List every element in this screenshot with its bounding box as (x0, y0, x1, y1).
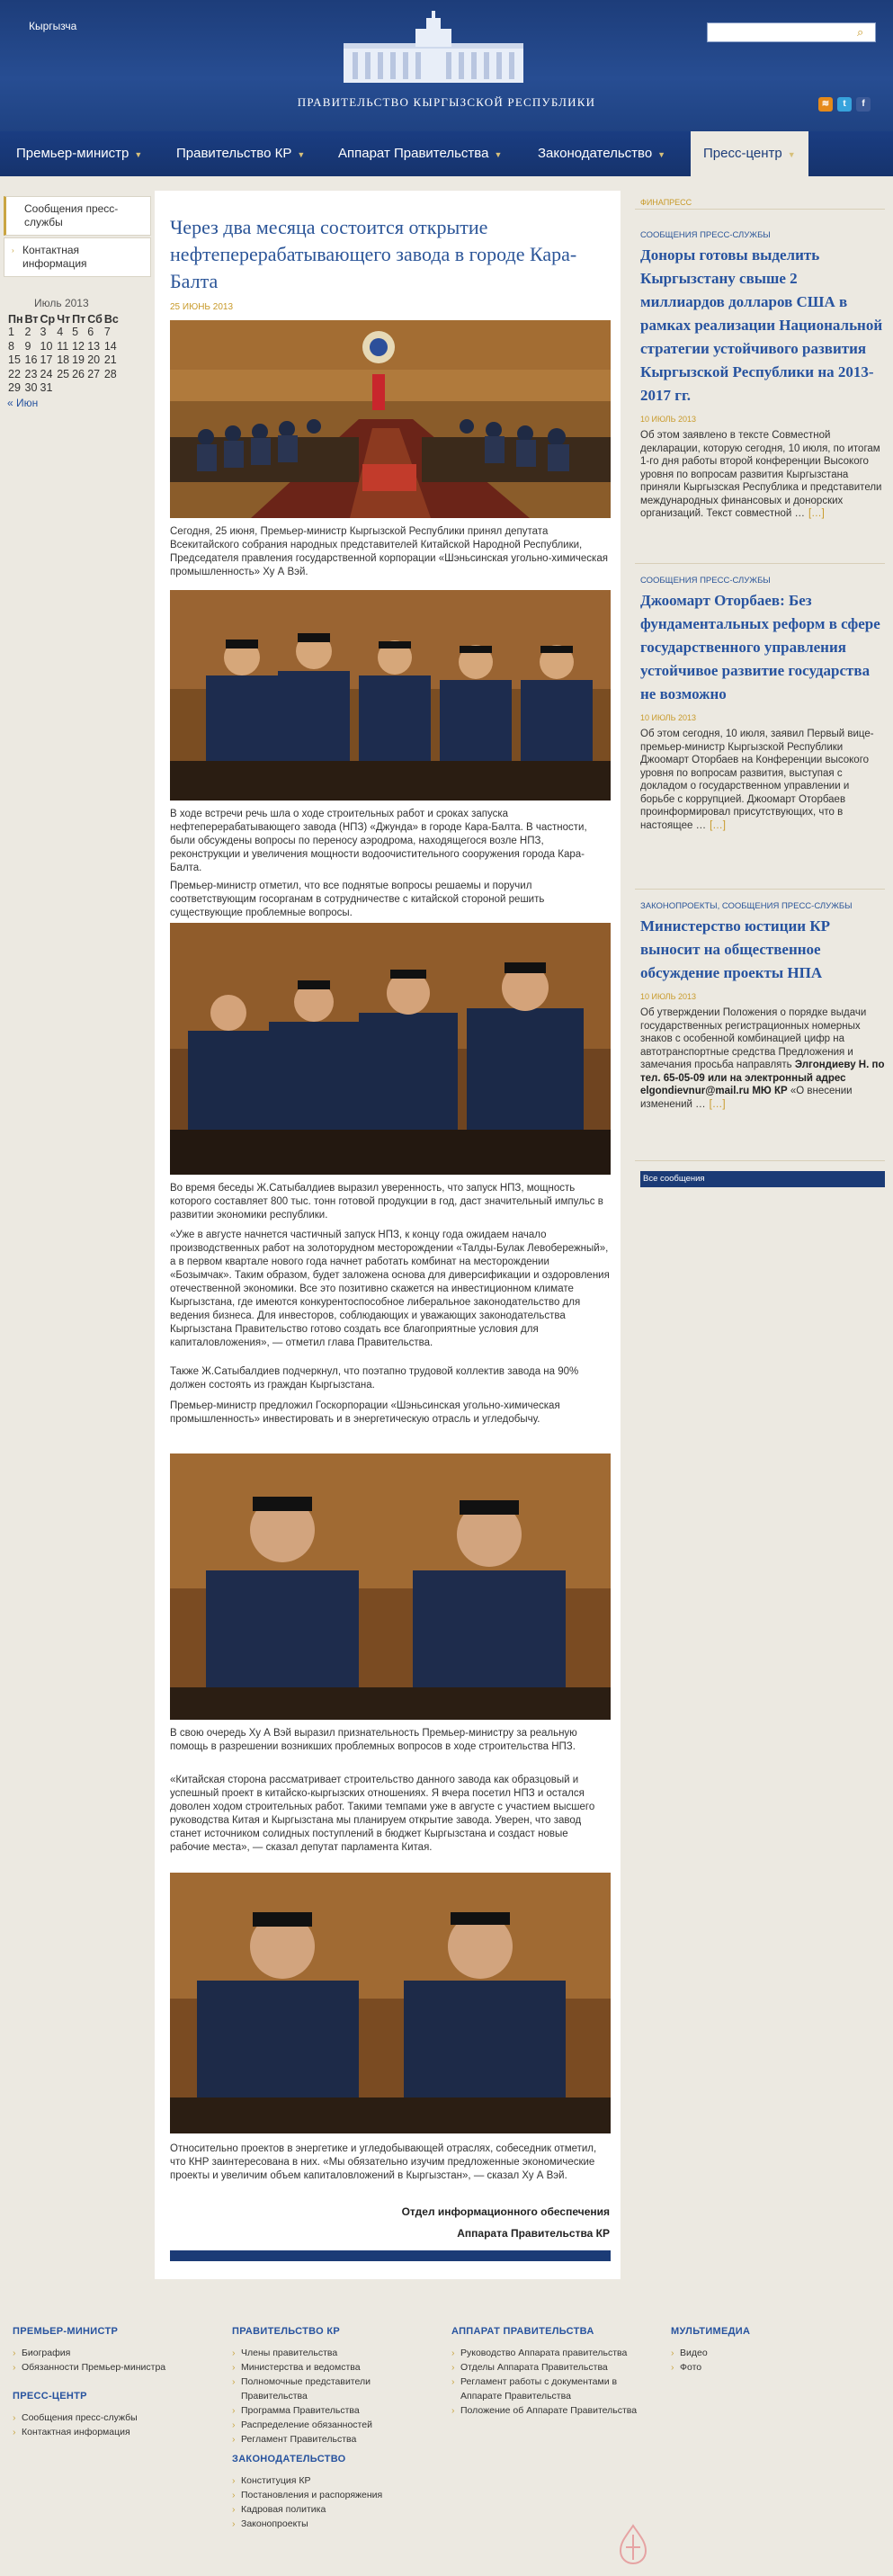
chevron-down-icon: ▼ (494, 150, 503, 159)
chevron-down-icon: ▼ (657, 150, 666, 159)
footer-column-multimedia (671, 2326, 878, 2375)
chevron-down-icon: ▼ (134, 150, 143, 159)
calendar-widget (4, 297, 151, 409)
divider-bar (170, 2250, 611, 2261)
article-paragraph: Относительно проектов в энергетике и угледобывающей отраслях, собеседник отметил, что КНР заинтересована в них. «Мы обязательно изучим предложенные экономические проекты и увеличим объем капиталовложений в Кыргызстан», — сказал Ху А Вэй. (170, 2143, 597, 2181)
government-house-logo[interactable] (326, 11, 541, 85)
footer-heading: ПРАВИТЕЛЬСТВО КР (232, 2326, 340, 2337)
government-title: ПРАВИТЕЛЬСТВО КЫРГЫЗСКОЙ РЕСПУБЛИКИ (297, 95, 596, 109)
sidebar-item-press-messages[interactable] (4, 196, 151, 236)
calendar-day: 26 (72, 367, 85, 380)
calendar-day: 31 (40, 381, 53, 394)
calendar-prev-month-link[interactable]: « Июн (7, 396, 39, 409)
news-title-link[interactable]: Министерство юстиции КР выносит на общественное обсуждение проекты НПА (640, 917, 831, 981)
footer-link[interactable]: › Министерства и ведомства (232, 2360, 439, 2375)
article-paragraph: «Китайская сторона рассматривает строительство данного завода как образцовый и успешный проект в китайско-кыргызских отношениях. Я вчера посетил НПЗ и остался доволен ходом строительных работ. Такими темпами уже в августе с участием высшего руководства Китая и Кыргызстана мы планируем открытие завода. Уверен, что завод станет источником солидных поступлений в бюджет Кыргызстана и создаст новые рабочие места», — сказал депутат парламента Китая. (170, 1775, 595, 1853)
calendar-day: 5 (72, 326, 79, 338)
footer-link[interactable]: › Кадровая политика (232, 2502, 439, 2517)
sidebar-item-label: Сообщения пресс-службы (24, 202, 119, 228)
left-sidebar (4, 196, 151, 409)
chevron-down-icon: ▼ (787, 150, 796, 159)
article-photo (170, 320, 611, 518)
article-paragraph: Премьер-министр отметил, что все поднятые вопросы решаемы и поручил соответствующим госорганам в сотрудничестве с китайской стороной решить существующие проблемные вопросы. (170, 881, 545, 918)
site-footer (0, 2295, 893, 2576)
news-title-link[interactable]: Джоомарт Оторбаев: Без фундаментальных реформ в сфере государственного управления устойчивое развитие государства не возможно (640, 592, 880, 702)
news-item (640, 901, 885, 1111)
calendar-day: 11 (57, 339, 69, 353)
footer-link[interactable]: › Конституция КР (232, 2473, 439, 2488)
calendar-day: 21 (103, 353, 117, 366)
chevron-down-icon: ▼ (297, 150, 306, 159)
calendar-table (7, 313, 120, 396)
footer-heading: МУЛЬТИМЕДИА (671, 2326, 751, 2337)
footer-link[interactable]: › Регламент Правительства (232, 2432, 439, 2446)
article-photo (170, 590, 611, 801)
footer-heading: ПРЕМЬЕР-МИНИСТР (13, 2326, 119, 2337)
footer-link[interactable]: › Обязанности Премьер-министра (13, 2360, 219, 2375)
divider (635, 1160, 885, 1161)
search-box (707, 22, 876, 42)
site-header (0, 0, 893, 131)
calendar-day: 22 (8, 367, 21, 380)
footer-heading: АППАРАТ ПРАВИТЕЛЬСТВА (451, 2326, 594, 2337)
read-more-link[interactable]: […] (808, 508, 825, 519)
divider (635, 889, 885, 890)
read-more-link[interactable]: […] (710, 819, 726, 831)
calendar-day: 8 (8, 339, 14, 353)
news-category-link[interactable]: ЗАКОНОПРОЕКТЫ, СООБЩЕНИЯ ПРЕСС-СЛУЖБЫ (640, 901, 853, 911)
calendar-day: 10 (40, 339, 53, 353)
article-signature: Аппарата Правительства КР (457, 2227, 610, 2240)
weekday: Пн (8, 313, 23, 326)
article-photo (170, 923, 611, 1175)
footer-link[interactable]: › Видео (671, 2346, 878, 2360)
calendar-day: 15 (8, 353, 21, 366)
footer-link[interactable]: › Руководство Аппарата правительства (451, 2346, 658, 2360)
article-photo (170, 1453, 611, 1720)
news-date: 10 ИЮЛЬ 2013 (640, 415, 697, 424)
news-excerpt-text: Об утверждении Положения о порядке выдачи государственных регистрационных номерных знаков с особенной комбинацией цифр на автотранспортные средства Предложения и замечания просьба направлять (640, 1007, 867, 1070)
calendar-day: 6 (87, 326, 94, 338)
footer-link[interactable]: › Контактная информация (13, 2425, 219, 2439)
news-excerpt-bold: Элгондиеву Н. по тел. 65-05-09 или на электронный адрес elgondievnur@mail.ru МЮ КР (640, 1060, 885, 1096)
nav-item-legislation[interactable] (538, 131, 665, 176)
calendar-day: 3 (40, 326, 47, 338)
search-input[interactable] (708, 23, 852, 41)
news-column-heading: ФИНАПРЕСС (640, 198, 692, 207)
divider (635, 563, 885, 564)
footer-link[interactable]: › Члены правительства (232, 2346, 439, 2360)
language-switch-link[interactable]: Кыргызча (29, 20, 77, 32)
weekday: Вс (103, 313, 119, 326)
watermark-logo (617, 2524, 649, 2569)
nav-label: Аппарат Правительства (338, 146, 489, 161)
nav-item-press-center[interactable] (691, 131, 808, 176)
main-navigation (0, 131, 893, 176)
bullet-icon: › (12, 246, 14, 255)
weekday: Ср (40, 313, 56, 326)
calendar-day (86, 381, 103, 396)
calendar-day: 13 (87, 339, 101, 353)
footer-link[interactable]: › Биография (13, 2346, 219, 2360)
calendar-day: 29 (8, 381, 21, 394)
nav-item-government[interactable] (176, 131, 305, 176)
calendar-day: 14 (103, 339, 117, 353)
calendar-day: 25 (57, 367, 70, 380)
article-paragraph: В ходе встречи речь шла о ходе строительных работ и сроках запуска нефтеперерабатывающего завода (НПЗ) «Джунда» в городе Кара-Балта. В частности, были обсуждены вопросы по переносу аэродрома, находящегося возле НПЗ, реконструкции и увеличения мощности водоочистительного сооружения города Кара-Балта. (170, 809, 587, 873)
news-excerpt-text: Об этом заявлено в тексте Совместной декларации, которую сегодня, 10 июля, по итогам 1-го дня работы второй конференции Высокого уровня по вопросам развития Кыргызстана приняли Кыргызская Республика и представители международных финансовых и донорских организаций. Текст совместной … (640, 430, 882, 519)
calendar-day: 12 (72, 339, 85, 353)
weekday: Сб (87, 313, 103, 326)
article-date: 25 ИЮНЬ 2013 (170, 302, 233, 312)
footer-link[interactable]: › Регламент работы с документами в Аппарате Правительства (451, 2375, 658, 2403)
news-category-link[interactable]: СООБЩЕНИЯ ПРЕСС-СЛУЖБЫ (640, 230, 771, 240)
calendar-day: 7 (103, 326, 111, 338)
nav-label: Премьер-министр (16, 146, 129, 161)
footer-link[interactable]: › Распределение обязанностей (232, 2418, 439, 2432)
news-excerpt-text: Об этом сегодня, 10 июля, заявил Первый вице-премьер-министр Кыргызской Республики Джоомарт Оторбаев на Конференции высокого уровня по вопросам развития, выступая с докладом о государственном управлении и борьбе с коррупцией. Джоомарт Оторбаев проинформировал присутствующих, что в настоящее … (640, 729, 874, 831)
calendar-day: 18 (57, 353, 70, 366)
calendar-day: 4 (57, 326, 64, 338)
footer-column-prime-minister (13, 2326, 219, 2439)
sidebar-item-label: Контактная информация (22, 244, 87, 270)
calendar-day: 17 (40, 353, 53, 366)
all-news-button[interactable]: Все сообщения (640, 1171, 885, 1187)
calendar-day (103, 381, 120, 396)
twitter-icon[interactable]: t (837, 97, 852, 112)
article-paragraph: Во время беседы Ж.Сатыбалдиев выразил уверенность, что запуск НПЗ, мощность которого составляет 800 тыс. тонн готовой продукции в год, даст значительный импульс в развитии экономики республики. (170, 1183, 603, 1221)
nav-item-prime-minister[interactable] (16, 131, 142, 176)
calendar-day: 1 (8, 326, 14, 338)
article-paragraph: Также Ж.Сатыбалдиев подчеркнул, что поэтапно трудовой коллектив завода на 90% должен состоять из граждан Кыргызстана. (170, 1366, 579, 1391)
calendar-month: Июль 2013 (34, 297, 89, 309)
calendar-day: 9 (24, 339, 31, 353)
nav-item-apparatus[interactable] (338, 131, 502, 176)
calendar-day: 19 (72, 353, 85, 366)
footer-link[interactable]: › Отделы Аппарата Правительства (451, 2360, 658, 2375)
read-more-link[interactable]: […] (709, 1098, 726, 1110)
news-excerpt-tail: «О внесении изменений … (640, 1086, 853, 1110)
footer-link[interactable]: › Законопроекты (232, 2517, 439, 2531)
news-excerpt (640, 728, 885, 832)
news-item (640, 230, 885, 521)
sidebar-item-contacts[interactable] (4, 237, 151, 277)
article-panel (155, 191, 621, 2279)
calendar-day: 2 (24, 326, 31, 338)
news-title-link[interactable]: Доноры готовы выделить Кыргызстану свыше 2 миллиардов долларов США в рамках реализации Национальной стратегии устойчивого развития Кыргызской Республики на 2013-2017 гг. (640, 246, 883, 404)
article-photo (170, 1873, 611, 2133)
calendar-day: 28 (103, 367, 117, 380)
article-paragraph: Премьер-министр предложил Госкорпорации «Шэньсинская угольно-химическая промышленность» инвестировать и в энергетическую отрасль и угледобычу. (170, 1400, 560, 1425)
calendar-day: 30 (24, 381, 38, 394)
footer-link[interactable]: › Программа Правительства (232, 2403, 439, 2418)
news-item (640, 576, 885, 832)
rss-icon[interactable]: ≋ (818, 97, 833, 112)
article-signature: Отдел информационного обеспечения (401, 2205, 610, 2218)
news-excerpt (640, 1006, 885, 1111)
footer-link[interactable]: › Полномочные представители Правительства (232, 2375, 439, 2403)
news-date: 10 ИЮЛЬ 2013 (640, 992, 697, 1001)
news-excerpt (640, 429, 885, 521)
footer-link[interactable]: › Постановления и распоряжения (232, 2488, 439, 2502)
footer-column-government (232, 2326, 439, 2531)
article-paragraph: «Уже в августе начнется частичный запуск НПЗ, к концу года ожидаем начало производственных работ на золоторудном месторождении «Талды-Булак Левобережный», а в первом квартале нового года начнет работать комбинат на месторождении «Бозымчак». Таким образом, будет заложена основа для диверсификации и оздоровления отечественной экономики. Все это позитивно скажется на инвестиционном климате Кыргызстана, где имеются конкурентоспособное либеральное законодательство для ведения бизнеса. Для инвесторов, соблюдающих и уважающих законодательства Кыргызстана Правительство готово создать все благоприятные условия для капиталовложения», — отметил глава Правительства. (170, 1230, 610, 1348)
nav-label: Пресс-центр (703, 146, 782, 161)
calendar-day (71, 381, 86, 396)
calendar-day: 23 (24, 367, 38, 380)
search-icon[interactable]: ⌕ (857, 25, 864, 39)
weekday: Чт (57, 313, 71, 326)
article-paragraph: Сегодня, 25 июня, Премьер-министр Кыргызской Республики принял депутата Всекитайского собрания народных представителей Китайской Народной Республики, Председателя правления государственной корпорации «Шэньсинская угольно-химическая промышленность» Ху А Вэй. (170, 526, 608, 577)
news-category-link[interactable]: СООБЩЕНИЯ ПРЕСС-СЛУЖБЫ (640, 576, 771, 586)
nav-label: Законодательство (538, 146, 653, 161)
calendar-day: 16 (24, 353, 38, 366)
article-paragraph: В свою очередь Ху А Вэй выразил признательность Премьер-министру за реальную помощь в разрешении возникших проблемных вопросов в ходе строительства НПЗ. (170, 1728, 577, 1752)
calendar-day: 20 (87, 353, 101, 366)
footer-column-apparatus (451, 2326, 658, 2418)
calendar-day (56, 381, 71, 396)
calendar-day: 24 (40, 367, 53, 380)
footer-link[interactable]: › Фото (671, 2360, 878, 2375)
footer-heading: ЗАКОНОДАТЕЛЬСТВО (232, 2454, 346, 2464)
article-title: Через два месяца состоится открытие нефтеперерабатывающего завода в городе Кара-Балта (170, 216, 577, 292)
divider (635, 209, 885, 210)
footer-heading: ПРЕСС-ЦЕНТР (13, 2391, 87, 2402)
footer-link[interactable]: › Положение об Аппарате Правительства (451, 2403, 658, 2418)
nav-label: Правительство КР (176, 146, 292, 161)
calendar-day: 27 (87, 367, 101, 380)
facebook-icon[interactable]: f (856, 97, 871, 112)
footer-link[interactable]: › Сообщения пресс-службы (13, 2411, 219, 2425)
weekday: Вт (24, 313, 39, 326)
news-date: 10 ИЮЛЬ 2013 (640, 713, 697, 722)
weekday: Пт (72, 313, 86, 326)
